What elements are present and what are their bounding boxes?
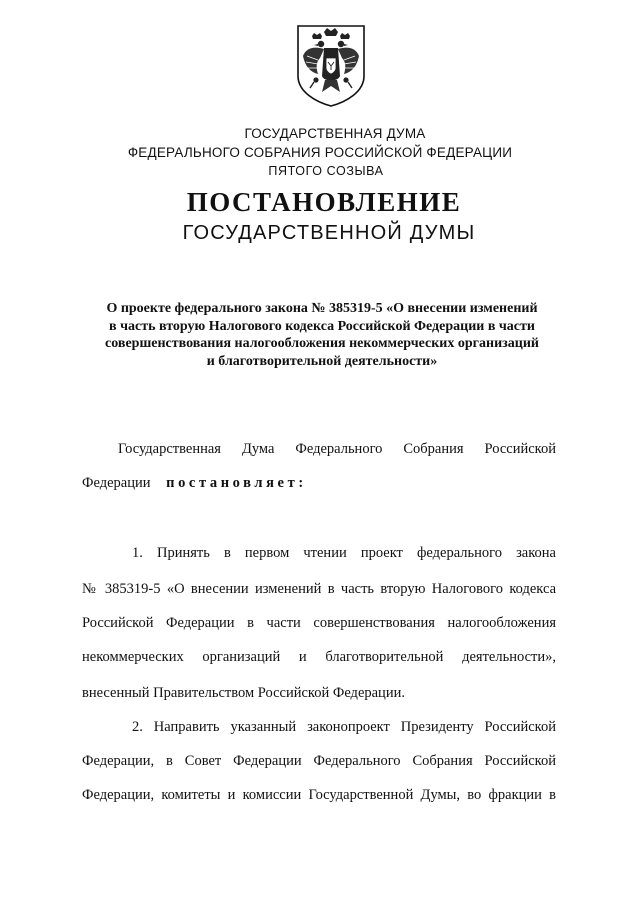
preamble-line-1: Государственная Дума Федерального Собрания Российской — [118, 441, 556, 457]
paragraph-1-line: 1. Принять в первом чтении проект федерального закона — [132, 545, 556, 561]
paragraph-2-line: 2. Направить указанный законопроект Президенту Российской — [132, 719, 556, 735]
paragraph-1-line: Российской Федерации в части совершенствования налогообложения — [82, 615, 556, 631]
org-name-line-1: ГОСУДАРСТВЕННАЯ ДУМА — [244, 126, 426, 141]
document-issuer-title: ГОСУДАРСТВЕННОЙ ДУМЫ — [182, 222, 476, 244]
subject-line: совершенствования налогообложения некоммерческих организаций — [105, 336, 539, 351]
document-type-title: ПОСТАНОВЛЕНИЕ — [186, 187, 462, 217]
preamble-prefix: Федерации — [82, 475, 151, 491]
organization-header — [0, 124, 640, 181]
coat-of-arms-emblem-icon — [294, 22, 368, 108]
convocation-line: ПЯТОГО СОЗЫВА — [268, 164, 384, 178]
document-subject — [82, 300, 562, 370]
paragraph-2-line: Федерации, комитеты и комиссии Государственной Думы, во фракции в — [82, 787, 556, 803]
preamble-line-2 — [82, 474, 307, 492]
paragraph-1-line: № 385319-5 «О внесении изменений в часть вторую Налогового кодекса — [82, 581, 556, 597]
paragraph-2-line: Федерации, в Совет Федерации Федерального Собрания Российской — [82, 753, 556, 769]
paragraph-1-line: внесенный Правительством Российской Федерации. — [82, 685, 405, 701]
preamble-resolves: постановляет: — [166, 475, 307, 491]
subject-line: и благотворительной деятельности» — [206, 353, 438, 369]
subject-line: О проекте федерального закона № 385319-5 «О внесении изменений — [106, 301, 538, 316]
org-name-line-2: ФЕДЕРАЛЬНОГО СОБРАНИЯ РОССИЙСКОЙ ФЕДЕРАЦИИ — [127, 145, 513, 160]
subject-line: в часть вторую Налогового кодекса Российской Федерации в части — [109, 318, 535, 334]
paragraph-1-line: некоммерческих организаций и благотворительной деятельности», — [82, 649, 556, 665]
